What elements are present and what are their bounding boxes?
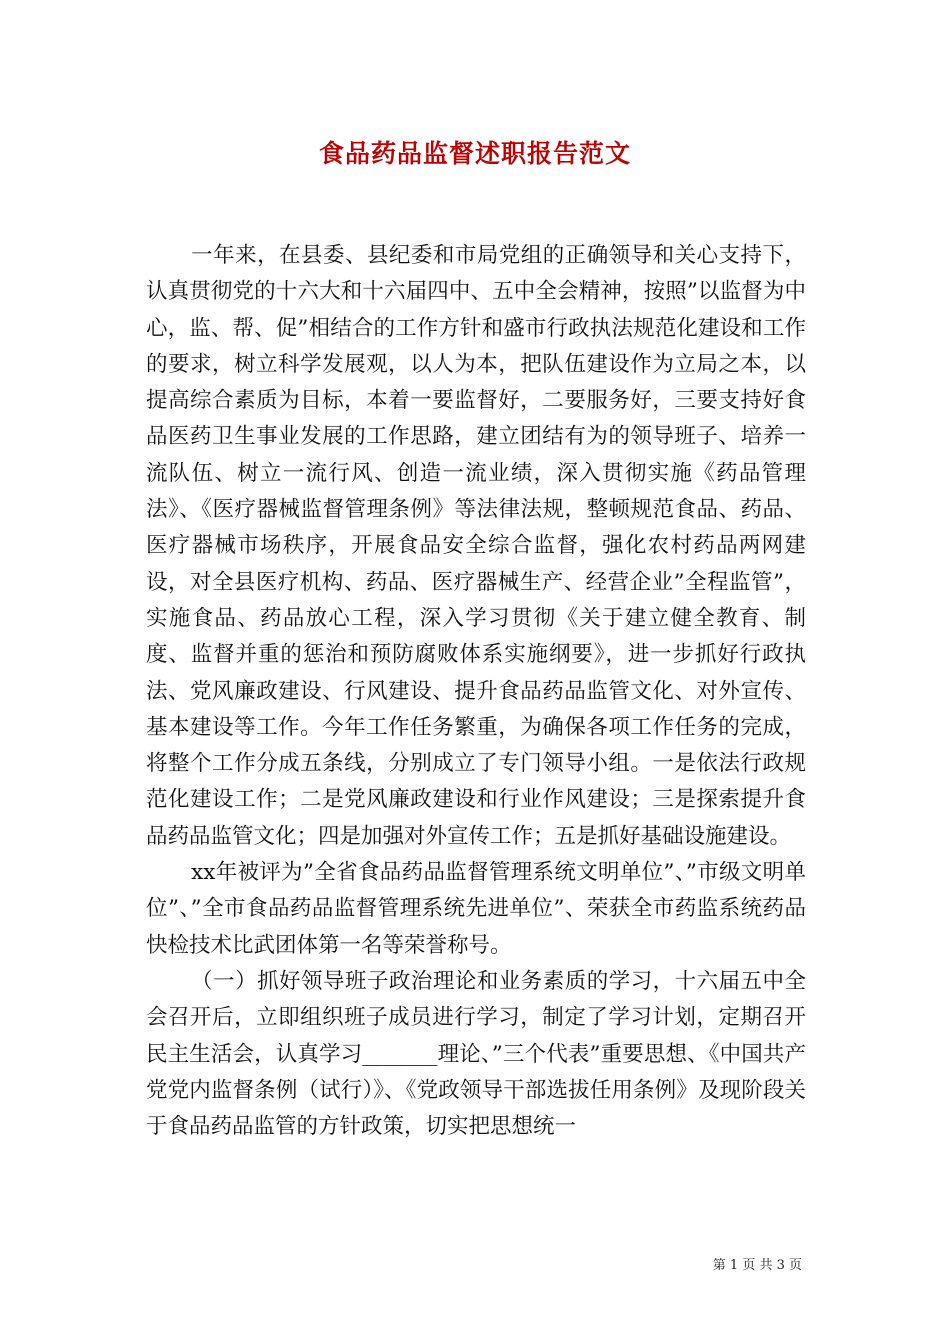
page-number: 第 1 页 共 3 页 <box>712 1258 802 1273</box>
body-paragraph: （一）抓好领导班子政治理论和业务素质的学习，十六届五中全会召开后，立即组织班子成员进行学习，制定了学习计划，定期召开民主生活会，认真学习_______理论、”三个代表”重要思想、《中国共产党党内监督条例（试行）》、《党政领导干部选拔任用条例》及现阶段关于食品药品监管的方针政策，切实把思想统一 <box>146 968 806 1140</box>
body-paragraph: xx年被评为”全省食品药品监督管理系统文明单位”、”市级文明单位”、”全市食品药品监督管理系统先进单位”、荣获全市药监系统药品快检技术比武团体第一名等荣誉称号。 <box>146 860 806 958</box>
document-title: 食品药品监督述职报告范文 <box>318 139 631 168</box>
document-body <box>146 238 806 1145</box>
body-paragraph: 一年来，在县委、县纪委和市局党组的正确领导和关心支持下，认真贯彻党的十六大和十六届四中、五中全会精神，按照”以监督为中心，监、帮、促”相结合的工作方针和盛市行政执法规范化建设和工作的要求，树立科学发展观，以人为本，把队伍建设作为立局之本，以提高综合素质为目标，本着一要监督好，二要服务好，三要支持好食品医药卫生事业发展的工作思路，建立团结有为的领导班子、培养一流队伍、树立一流行风、创造一流业绩，深入贯彻实施《药品管理法》、《医疗器械监督管理条例》等法律法规，整顿规范食品、药品、医疗器械市场秩序，开展食品安全综合监督，强化农村药品两网建设，对全县医疗机构、药品、医疗器械生产、经营企业”全程监管”，实施食品、药品放心工程，深入学习贯彻《关于建立健全教育、制度、监督并重的惩治和预防腐败体系实施纲要》，进一步抓好行政执法、党风廉政建设、行风建设、提升食品药品监管文化、对外宣传、基本建设等工作。今年工作任务繁重，为确保各项工作任务的完成，将整个工作分成五条线，分别成立了专门领导小组。一是依法行政规范化建设工作；二是党风廉政建设和行业作风建设；三是探索提升食品药品监管文化；四是加强对外宣传工作；五是抓好基础设施建设。 <box>146 243 806 849</box>
